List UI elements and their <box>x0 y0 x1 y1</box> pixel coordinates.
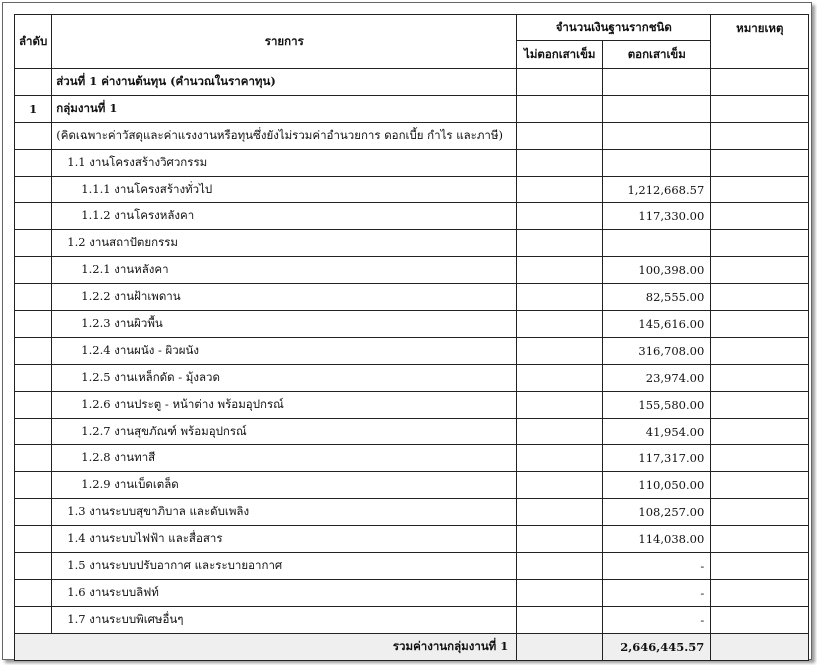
row-label: 1.6 งานระบบลิฟท์ <box>52 579 517 606</box>
row-piles: 114,038.00 <box>603 526 711 553</box>
row-remarks <box>711 203 809 230</box>
row-remarks <box>711 230 809 257</box>
row-remarks <box>711 95 809 122</box>
table-row <box>15 284 809 311</box>
header-remarks: หมายเหตุ <box>711 15 809 69</box>
row-label: 1.3 งานระบบสุขาภิบาล และดับเพลิง <box>52 499 517 526</box>
row-piles <box>603 149 711 176</box>
row-no-piles <box>517 230 603 257</box>
row-piles: 117,317.00 <box>603 445 711 472</box>
table-row <box>15 606 809 633</box>
total-remarks <box>711 633 809 660</box>
table-row <box>15 95 809 122</box>
table-row <box>15 149 809 176</box>
row-piles: - <box>603 553 711 580</box>
row-index <box>15 149 52 176</box>
row-no-piles <box>517 311 603 338</box>
row-remarks <box>711 284 809 311</box>
row-piles: 316,708.00 <box>603 337 711 364</box>
row-piles: 100,398.00 <box>603 257 711 284</box>
table-row <box>15 553 809 580</box>
row-remarks <box>711 69 809 96</box>
row-label: 1.2.9 งานเบ็ดเตล็ด <box>52 472 517 499</box>
row-piles: 41,954.00 <box>603 418 711 445</box>
row-index <box>15 553 52 580</box>
row-no-piles <box>517 69 603 96</box>
total-piles: 2,646,445.57 <box>603 633 711 660</box>
row-index <box>15 311 52 338</box>
row-index <box>15 337 52 364</box>
header-item: รายการ <box>52 15 517 69</box>
row-label: 1.7 งานระบบพิเศษอื่นๆ <box>52 606 517 633</box>
row-no-piles <box>517 284 603 311</box>
cost-estimate-table <box>14 14 809 661</box>
row-label: 1.2.1 งานหลังคา <box>52 257 517 284</box>
table-row <box>15 391 809 418</box>
row-no-piles <box>517 149 603 176</box>
row-remarks <box>711 606 809 633</box>
row-label: 1.2.7 งานสุขภัณฑ์ พร้อมอุปกรณ์ <box>52 418 517 445</box>
table-row <box>15 418 809 445</box>
row-piles: 108,257.00 <box>603 499 711 526</box>
row-piles: - <box>603 606 711 633</box>
header-piles: ตอกเสาเข็ม <box>603 41 711 69</box>
row-no-piles <box>517 418 603 445</box>
row-label: 1.5 งานระบบปรับอากาศ และระบายอากาศ <box>52 553 517 580</box>
spreadsheet-page <box>2 2 812 660</box>
row-no-piles <box>517 364 603 391</box>
row-no-piles <box>517 606 603 633</box>
table-row <box>15 311 809 338</box>
table-row <box>15 176 809 203</box>
row-piles: 145,616.00 <box>603 311 711 338</box>
row-piles <box>603 95 711 122</box>
header-index: ลำดับ <box>15 15 52 69</box>
table-row <box>15 337 809 364</box>
row-label: กลุ่มงานที่ 1 <box>52 95 517 122</box>
row-no-piles <box>517 553 603 580</box>
row-index <box>15 257 52 284</box>
row-label: 1.2.5 งานเหล็กดัด - มุ้งลวด <box>52 364 517 391</box>
row-no-piles <box>517 257 603 284</box>
row-label: 1.2.4 งานผนัง - ผิวผนัง <box>52 337 517 364</box>
row-label: 1.2 งานสถาปัตยกรรม <box>52 230 517 257</box>
row-index <box>15 579 52 606</box>
row-remarks <box>711 364 809 391</box>
row-index <box>15 418 52 445</box>
table-row <box>15 499 809 526</box>
row-remarks <box>711 472 809 499</box>
row-remarks <box>711 418 809 445</box>
row-no-piles <box>517 472 603 499</box>
row-piles: - <box>603 579 711 606</box>
row-piles <box>603 69 711 96</box>
row-piles: 23,974.00 <box>603 364 711 391</box>
row-label: (คิดเฉพาะค่าวัสดุและค่าแรงงานหรือทุนซึ่งยังไม่รวมค่าอำนวยการ ดอกเบี้ย กำไร และภาษี) <box>52 122 517 149</box>
row-label: 1.4 งานระบบไฟฟ้า และสื่อสาร <box>52 526 517 553</box>
row-remarks <box>711 579 809 606</box>
total-label: รวมค่างานกลุ่มงานที่ 1 <box>15 633 517 660</box>
row-piles <box>603 230 711 257</box>
row-piles: 1,212,668.57 <box>603 176 711 203</box>
row-piles: 82,555.00 <box>603 284 711 311</box>
table-row <box>15 472 809 499</box>
row-remarks <box>711 445 809 472</box>
row-label: 1.2.8 งานทาสี <box>52 445 517 472</box>
row-index <box>15 499 52 526</box>
row-index <box>15 176 52 203</box>
row-no-piles <box>517 337 603 364</box>
row-no-piles <box>517 95 603 122</box>
row-no-piles <box>517 122 603 149</box>
total-row <box>15 633 809 660</box>
header-no-piles: ไม่ตอกเสาเข็ม <box>517 41 603 69</box>
row-remarks <box>711 526 809 553</box>
row-piles: 117,330.00 <box>603 203 711 230</box>
row-index <box>15 391 52 418</box>
row-label: 1.2.3 งานผิวพื้น <box>52 311 517 338</box>
row-no-piles <box>517 526 603 553</box>
table-row <box>15 257 809 284</box>
row-index <box>15 230 52 257</box>
row-label: ส่วนที่ 1 ค่างานต้นทุน (คำนวณในราคาทุน) <box>52 69 517 96</box>
table-row <box>15 579 809 606</box>
row-piles: 155,580.00 <box>603 391 711 418</box>
row-label: 1.1.2 งานโครงหลังคา <box>52 203 517 230</box>
row-index <box>15 122 52 149</box>
row-index <box>15 606 52 633</box>
row-no-piles <box>517 445 603 472</box>
row-label: 1.1 งานโครงสร้างวิศวกรรม <box>52 149 517 176</box>
table-row <box>15 122 809 149</box>
row-remarks <box>711 149 809 176</box>
row-remarks <box>711 337 809 364</box>
row-piles <box>603 122 711 149</box>
row-no-piles <box>517 176 603 203</box>
row-label: 1.2.6 งานประตู - หน้าต่าง พร้อมอุปกรณ์ <box>52 391 517 418</box>
row-index <box>15 284 52 311</box>
row-index <box>15 526 52 553</box>
table-row <box>15 526 809 553</box>
row-index <box>15 472 52 499</box>
row-index <box>15 203 52 230</box>
row-label: 1.2.2 งานฝ้าเพดาน <box>52 284 517 311</box>
row-index <box>15 69 52 96</box>
table-row <box>15 203 809 230</box>
row-remarks <box>711 311 809 338</box>
row-index <box>15 445 52 472</box>
table-row <box>15 364 809 391</box>
row-index: 1 <box>15 95 52 122</box>
header-amount-group: จำนวนเงินฐานรากชนิด <box>517 15 711 41</box>
total-no-piles <box>517 633 603 660</box>
row-index <box>15 364 52 391</box>
row-remarks <box>711 257 809 284</box>
row-no-piles <box>517 499 603 526</box>
row-remarks <box>711 176 809 203</box>
table-row <box>15 230 809 257</box>
table-row <box>15 69 809 96</box>
row-no-piles <box>517 203 603 230</box>
row-no-piles <box>517 391 603 418</box>
row-label: 1.1.1 งานโครงสร้างทั่วไป <box>52 176 517 203</box>
row-piles: 110,050.00 <box>603 472 711 499</box>
row-remarks <box>711 553 809 580</box>
table-row <box>15 445 809 472</box>
row-remarks <box>711 391 809 418</box>
row-no-piles <box>517 579 603 606</box>
row-remarks <box>711 499 809 526</box>
table-header-row <box>15 15 809 41</box>
row-remarks <box>711 122 809 149</box>
